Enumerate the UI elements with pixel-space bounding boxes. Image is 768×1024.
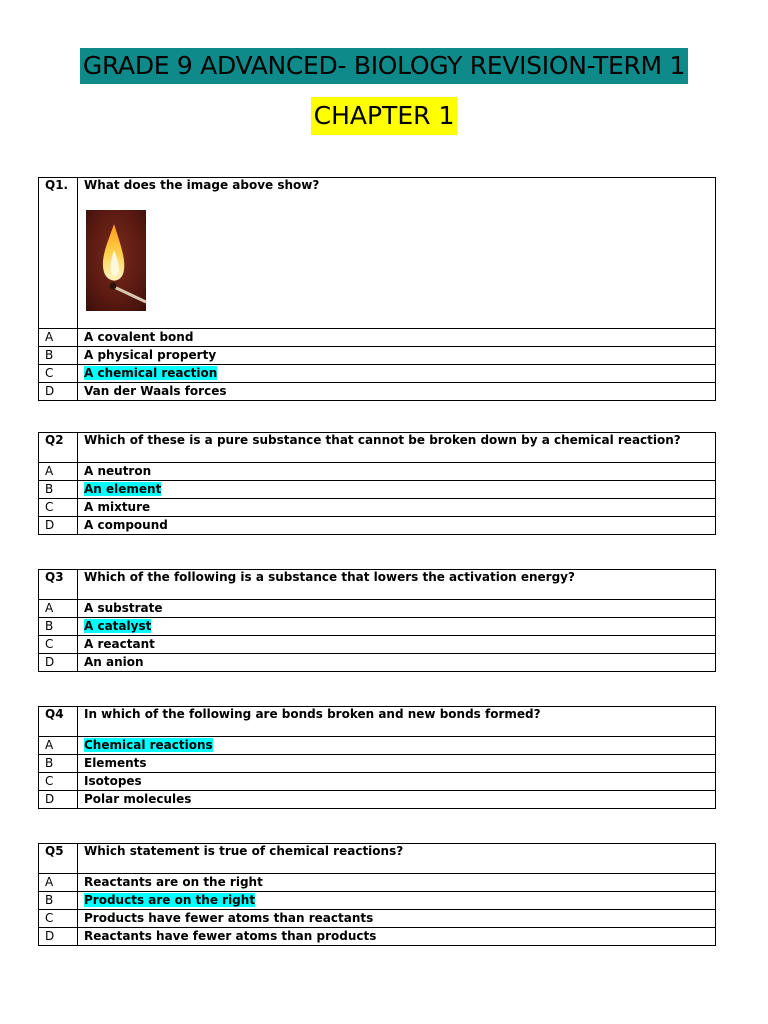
question-table-q5 xyxy=(38,843,716,946)
question-table-q4 xyxy=(38,706,716,809)
option-text[interactable]: A reactant xyxy=(84,637,155,651)
question-table-q3 xyxy=(38,569,716,672)
question-row xyxy=(39,707,716,737)
option-row[interactable] xyxy=(39,499,716,517)
option-letter: B xyxy=(39,347,78,365)
option-letter: A xyxy=(39,463,78,481)
option-letter: C xyxy=(39,499,78,517)
option-text[interactable]: Reactants have fewer atoms than products xyxy=(84,929,377,943)
question-table-q2 xyxy=(38,432,716,535)
document-title: GRADE 9 ADVANCED- BIOLOGY REVISION-TERM 1 xyxy=(80,48,688,84)
option-text[interactable]: An anion xyxy=(84,655,144,669)
option-row[interactable] xyxy=(39,329,716,347)
option-text[interactable]: A mixture xyxy=(84,500,151,514)
question-row xyxy=(39,570,716,600)
option-text[interactable]: A covalent bond xyxy=(84,330,194,344)
option-letter: A xyxy=(39,600,78,618)
option-letter: C xyxy=(39,365,78,383)
chapter-heading: CHAPTER 1 xyxy=(311,97,458,135)
question-text: Which statement is true of chemical reactions? xyxy=(78,844,716,874)
option-text-correct[interactable]: A chemical reaction xyxy=(84,366,218,380)
option-letter: D xyxy=(39,928,78,946)
option-text[interactable]: Isotopes xyxy=(84,774,142,788)
option-text-correct[interactable]: Products are on the right xyxy=(84,893,256,907)
option-letter: D xyxy=(39,383,78,401)
option-row[interactable] xyxy=(39,481,716,499)
question-row xyxy=(39,178,716,329)
option-row[interactable] xyxy=(39,636,716,654)
question-row xyxy=(39,844,716,874)
option-row[interactable] xyxy=(39,654,716,672)
option-row[interactable] xyxy=(39,365,716,383)
option-row[interactable] xyxy=(39,773,716,791)
option-text[interactable]: Polar molecules xyxy=(84,792,192,806)
question-table-q1 xyxy=(38,177,716,401)
question-cell xyxy=(78,178,716,329)
option-text-correct[interactable]: An element xyxy=(84,482,162,496)
option-row[interactable] xyxy=(39,463,716,481)
option-letter: A xyxy=(39,874,78,892)
option-letter: D xyxy=(39,791,78,809)
option-letter: A xyxy=(39,737,78,755)
option-letter: B xyxy=(39,892,78,910)
option-row[interactable] xyxy=(39,383,716,401)
option-row[interactable] xyxy=(39,600,716,618)
option-row[interactable] xyxy=(39,874,716,892)
option-text[interactable]: Elements xyxy=(84,756,147,770)
question-number: Q3 xyxy=(39,570,78,600)
option-letter: B xyxy=(39,481,78,499)
question-text: Which of the following is a substance that lowers the activation energy? xyxy=(78,570,716,600)
option-row[interactable] xyxy=(39,910,716,928)
option-letter: A xyxy=(39,329,78,347)
option-text[interactable]: A substrate xyxy=(84,601,163,615)
question-text: Which of these is a pure substance that cannot be broken down by a chemical reaction? xyxy=(78,433,716,463)
option-text[interactable]: A neutron xyxy=(84,464,152,478)
option-letter: C xyxy=(39,773,78,791)
question-row xyxy=(39,433,716,463)
option-row[interactable] xyxy=(39,791,716,809)
option-text[interactable]: A compound xyxy=(84,518,168,532)
option-row[interactable] xyxy=(39,517,716,535)
option-row[interactable] xyxy=(39,892,716,910)
option-text[interactable]: Products have fewer atoms than reactants xyxy=(84,911,374,925)
chapter-container xyxy=(0,97,768,135)
option-text[interactable]: Van der Waals forces xyxy=(84,384,227,398)
title-container xyxy=(0,48,768,84)
option-text-correct[interactable]: Chemical reactions xyxy=(84,738,213,752)
option-row[interactable] xyxy=(39,928,716,946)
question-number: Q2 xyxy=(39,433,78,463)
option-letter: C xyxy=(39,910,78,928)
question-number: Q4 xyxy=(39,707,78,737)
option-letter: B xyxy=(39,618,78,636)
option-letter: B xyxy=(39,755,78,773)
option-letter: C xyxy=(39,636,78,654)
option-row[interactable] xyxy=(39,347,716,365)
question-text: In which of the following are bonds broken and new bonds formed? xyxy=(78,707,716,737)
question-number: Q1. xyxy=(39,178,78,329)
option-letter: D xyxy=(39,517,78,535)
match-flame-image xyxy=(86,210,146,311)
option-row[interactable] xyxy=(39,755,716,773)
option-text[interactable]: Reactants are on the right xyxy=(84,875,263,889)
option-text[interactable]: A physical property xyxy=(84,348,217,362)
question-text: What does the image above show? xyxy=(84,178,320,192)
option-letter: D xyxy=(39,654,78,672)
option-text-correct[interactable]: A catalyst xyxy=(84,619,152,633)
option-row[interactable] xyxy=(39,618,716,636)
option-row[interactable] xyxy=(39,737,716,755)
question-number: Q5 xyxy=(39,844,78,874)
